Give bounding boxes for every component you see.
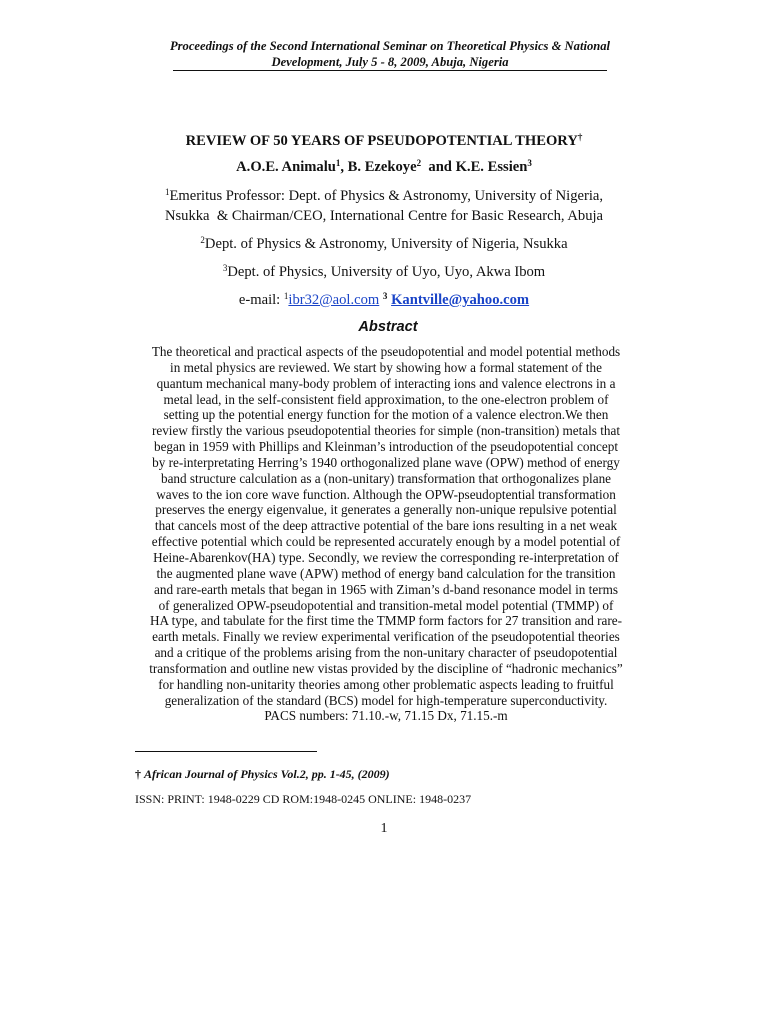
footnote-journal-text: African Journal of Physics Vol.2, pp. 1-45, (2009) xyxy=(144,767,390,781)
abstract-line: of generalized OPW-pseudopotential and transition-metal model potential (TMMP) of xyxy=(158,597,614,613)
abstract-heading: Abstract xyxy=(358,319,418,335)
email-label: e-mail: xyxy=(238,292,284,308)
abstract-line: generalization of the standard (BCS) model for high-temperature superconductivity. xyxy=(164,692,608,708)
affiliation-2-text: Dept. of Physics & Astronomy, University of Nigeria, Nsukka xyxy=(204,236,568,252)
author-sup: 1 xyxy=(335,158,341,168)
abstract-line: Heine-Abarenkov(HA) type. Secondly, we review the corresponding re-interpretation of xyxy=(153,549,619,565)
author-separator: , xyxy=(340,159,348,175)
footnote-journal xyxy=(135,766,390,782)
author-name: B. Ezekoye xyxy=(347,159,417,175)
paper-title xyxy=(0,132,768,150)
abstract-line: HA type, and tabulate for the first time the TMMP form factors for 27 transition and rare- xyxy=(149,613,623,629)
footnote-rule xyxy=(135,751,317,752)
abstract-line: for handling non-unitarity theories among other problematic aspects leading to fruitful xyxy=(158,676,614,692)
abstract-line: the augmented plane wave (APW) method of energy band calculation for the transition xyxy=(156,565,616,581)
title-dagger: † xyxy=(577,132,583,142)
affiliation-2 xyxy=(0,234,768,254)
abstract-line: earth metals. Finally we review experimental verification of the pseudopotential theories xyxy=(152,629,620,645)
abstract-line: review firstly the various pseudopotential theories for simple (non-transition) metals that xyxy=(151,423,621,439)
author-name: K.E. Essien xyxy=(455,159,528,175)
author-separator: and xyxy=(421,159,456,175)
pacs-numbers: PACS numbers: 71.10.-w, 71.15 Dx, 71.15.-m xyxy=(264,708,508,724)
affiliation-1-line-2: Nsukka & Chairman/CEO, International Centre for Basic Research, Abuja xyxy=(164,208,604,224)
running-head-line-1: Proceedings of the Second International Seminar on Theoretical Physics & National xyxy=(169,39,611,53)
paper-title-text: REVIEW OF 50 YEARS OF PSEUDOPOTENTIAL THEORY xyxy=(185,133,578,149)
abstract-line: in metal physics are reviewed. We start by showing how a formal statement of the xyxy=(170,359,602,375)
affiliation-1-sup: 1 xyxy=(164,187,170,197)
abstract-line: transformation and outline new vistas provided by the discipline of “hadronic mechanics” xyxy=(149,660,623,676)
affiliation-3 xyxy=(0,262,768,282)
author-sup: 2 xyxy=(416,158,422,168)
abstract-line: that cancels most of the deep attractive potential of the bare ions resulting in a net weak xyxy=(154,518,618,534)
abstract-line: and a critique of the problems arising from the non-unitary character of pseudopotential xyxy=(154,645,618,661)
abstract-line: by re-interpretating Herring’s 1940 orthogonalized plane wave (OPW) method of energy xyxy=(152,454,620,470)
footnote-dagger: † xyxy=(135,767,141,781)
affiliation-2-sup: 2 xyxy=(200,235,205,245)
abstract-body xyxy=(132,344,640,724)
abstract-line: waves to the ion core wave function. Although the OPW-pseudoptential transformation xyxy=(156,486,616,502)
email-link-3[interactable]: Kantville@yahoo.com xyxy=(391,292,530,308)
email-line xyxy=(0,290,768,310)
affiliation-3-sup: 3 xyxy=(222,263,228,273)
email-sup-3: 3 xyxy=(382,291,388,301)
running-head-line-2: Development, July 5 - 8, 2009, Abuja, Nigeria xyxy=(271,55,509,69)
abstract-line: setting up the potential energy function for the motion of a valence electron.We then xyxy=(163,407,609,423)
page-number: 1 xyxy=(380,821,388,836)
header-rule xyxy=(173,70,607,71)
author-list xyxy=(0,158,768,176)
abstract-line: and rare-earth metals that began in 1965 with Ziman’s d-band resonance model in terms xyxy=(154,581,618,597)
abstract-line: band structure calculation as a (non-unitary) transformation that orthogonalizes plane xyxy=(160,470,612,486)
email-link-1[interactable]: ibr32@aol.com xyxy=(288,292,380,308)
email-sup-1: 1 xyxy=(283,291,289,301)
abstract-line: effective potential which could be represented accurately enough by a model potential of xyxy=(151,534,621,550)
abstract-line: metal lead, in the self-consistent field approximation, to the one-electron problem of xyxy=(163,391,609,407)
running-head xyxy=(150,38,630,70)
affiliation-1 xyxy=(0,186,768,226)
abstract-line: preserves the energy eigenvalue, it generates a generally non-unique repulsive potential xyxy=(155,502,617,518)
abstract-line: The theoretical and practical aspects of the pseudopotential and model potential methods xyxy=(151,344,621,359)
abstract-line: quantum mechanical many-body problem of interacting ions and valence electrons in a xyxy=(156,375,616,391)
footnote-issn: ISSN: PRINT: 1948-0229 CD ROM:1948-0245 ONLINE: 1948-0237 xyxy=(135,792,472,806)
affiliation-1-line-1: Emeritus Professor: Dept. of Physics & Astronomy, University of Nigeria, xyxy=(169,188,604,204)
author-name: A.O.E. Animalu xyxy=(236,159,336,175)
abstract-line: began in 1959 with Phillips and Kleinman’s introduction of the pseudopotential concept xyxy=(153,439,619,455)
author-sup: 3 xyxy=(527,158,532,168)
affiliation-3-text: Dept. of Physics, University of Uyo, Uyo, Akwa Ibom xyxy=(227,264,546,280)
